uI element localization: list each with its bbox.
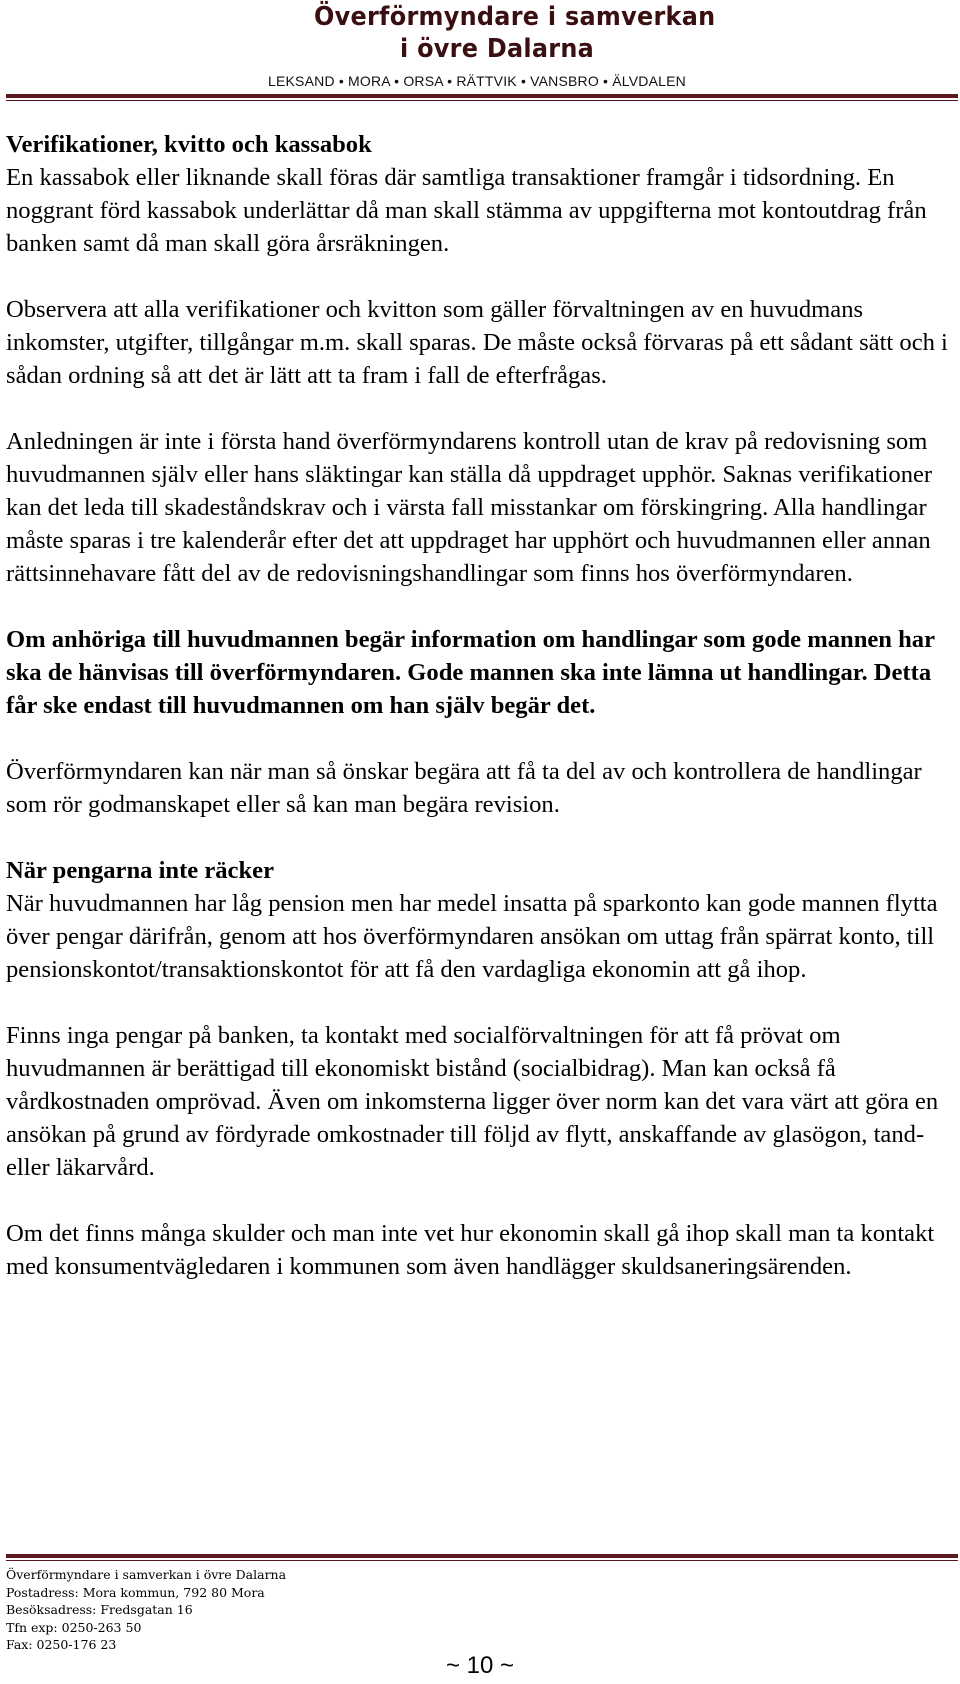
header-divider-thin <box>6 100 958 101</box>
bold-paragraph: Om anhöriga till huvudmannen begär information om handlingar som gode mannen har ska de hänvisas till överförmyndaren. Gode mannen ska inte lämna ut handlingar. Detta får ske endast till huvudmannen om han själv begär det. <box>6 626 935 719</box>
footer-divider-thick <box>6 1554 958 1558</box>
footer-visit-address: Besöksadress: Fredsgatan 16 <box>6 1602 193 1617</box>
section-heading: När pengarna inte räcker <box>6 857 274 884</box>
page-footer <box>6 1566 286 1654</box>
section-heading: Verifikationer, kvitto och kassabok <box>6 131 372 158</box>
paragraph: En kassabok eller liknande skall föras där samtliga transaktioner framgår i tidsordning. En noggrant förd kassabok underlättar då man skall stämma av uppgifterna mot kontoutdrag från banken samt då man skall göra årsräkningen. <box>6 164 927 257</box>
section-pengar <box>6 854 956 986</box>
footer-org: Överförmyndare i samverkan i övre Dalarna <box>6 1567 287 1582</box>
footer-phone: Tfn exp: 0250-263 50 <box>6 1619 142 1635</box>
document-body <box>6 128 956 1316</box>
paragraph: Anledningen är inte i första hand överförmyndarens kontroll utan de krav på redovisning som huvudmannen själv eller hans släktingar kan ställa då uppdraget upphör. Saknas verifikationer kan det leda till skadeståndskrav och i värsta fall misstankar om förskingring. Alla handlingar måste sparas i tre kalenderår efter det att uppdraget har upphört och huvudmannen eller annan rättsinnehavare fått del av de redovisningshandlingar som finns hos överförmyndaren. <box>6 428 933 587</box>
page-number: ~ 10 ~ <box>445 1652 515 1679</box>
footer-postal-address: Postadress: Mora kommun, 792 80 Mora <box>6 1584 265 1600</box>
footer-fax: Fax: 0250-176 23 <box>6 1637 117 1652</box>
paragraph: Finns inga pengar på banken, ta kontakt med socialförvaltningen för att få prövat om huvudmannen är berättigad till ekonomiskt bistånd (socialbidrag). Man kan också få vårdkostnaden omprövad. Även om inkomsterna ligger över norm kan det vara värt att göra en ansökan på grund av fördyrade omkostnader till följd av flytt, anskaffande av glasögon, tand- eller läkarvård. <box>6 1022 939 1181</box>
paragraph: När huvudmannen har låg pension men har medel insatta på sparkonto kan gode mannen flytta över pengar därifrån, genom att hos överförmyndaren ansökan om uttag från spärrat konto, till pensionskontot/transaktionskontot för att få den vardagliga ekonomin att gå ihop. <box>6 890 938 983</box>
section-kassabok <box>6 128 956 260</box>
org-towns: LEKSAND • MORA • ORSA • RÄTTVIK • VANSBRO • ÄLVDALEN <box>268 73 686 89</box>
footer-divider-thin <box>6 1560 958 1561</box>
page-header <box>0 0 960 104</box>
paragraph: Om det finns många skulder och man inte vet hur ekonomin skall gå ihop skall man ta kontakt med konsumentvägledaren i kommunen som även handlägger skuldsaneringsärenden. <box>6 1220 935 1280</box>
org-title-line1: Överförmyndare i samverkan <box>314 2 716 32</box>
paragraph: Observera att alla verifikationer och kvitton som gäller förvaltningen av en huvudmans inkomster, utgifter, tillgångar m.m. skall sparas. De måste också förvaras på ett sådant sätt och i sådan ordning så att det är lätt att ta fram i fall de efterfrågas. <box>6 296 948 389</box>
paragraph: Överförmyndaren kan när man så önskar begära att få ta del av och kontrollera de handlingar som rör godmanskapet eller så kan man begära revision. <box>6 758 922 818</box>
org-title-line2: i övre Dalarna <box>400 34 595 64</box>
header-divider-thick <box>6 94 958 98</box>
